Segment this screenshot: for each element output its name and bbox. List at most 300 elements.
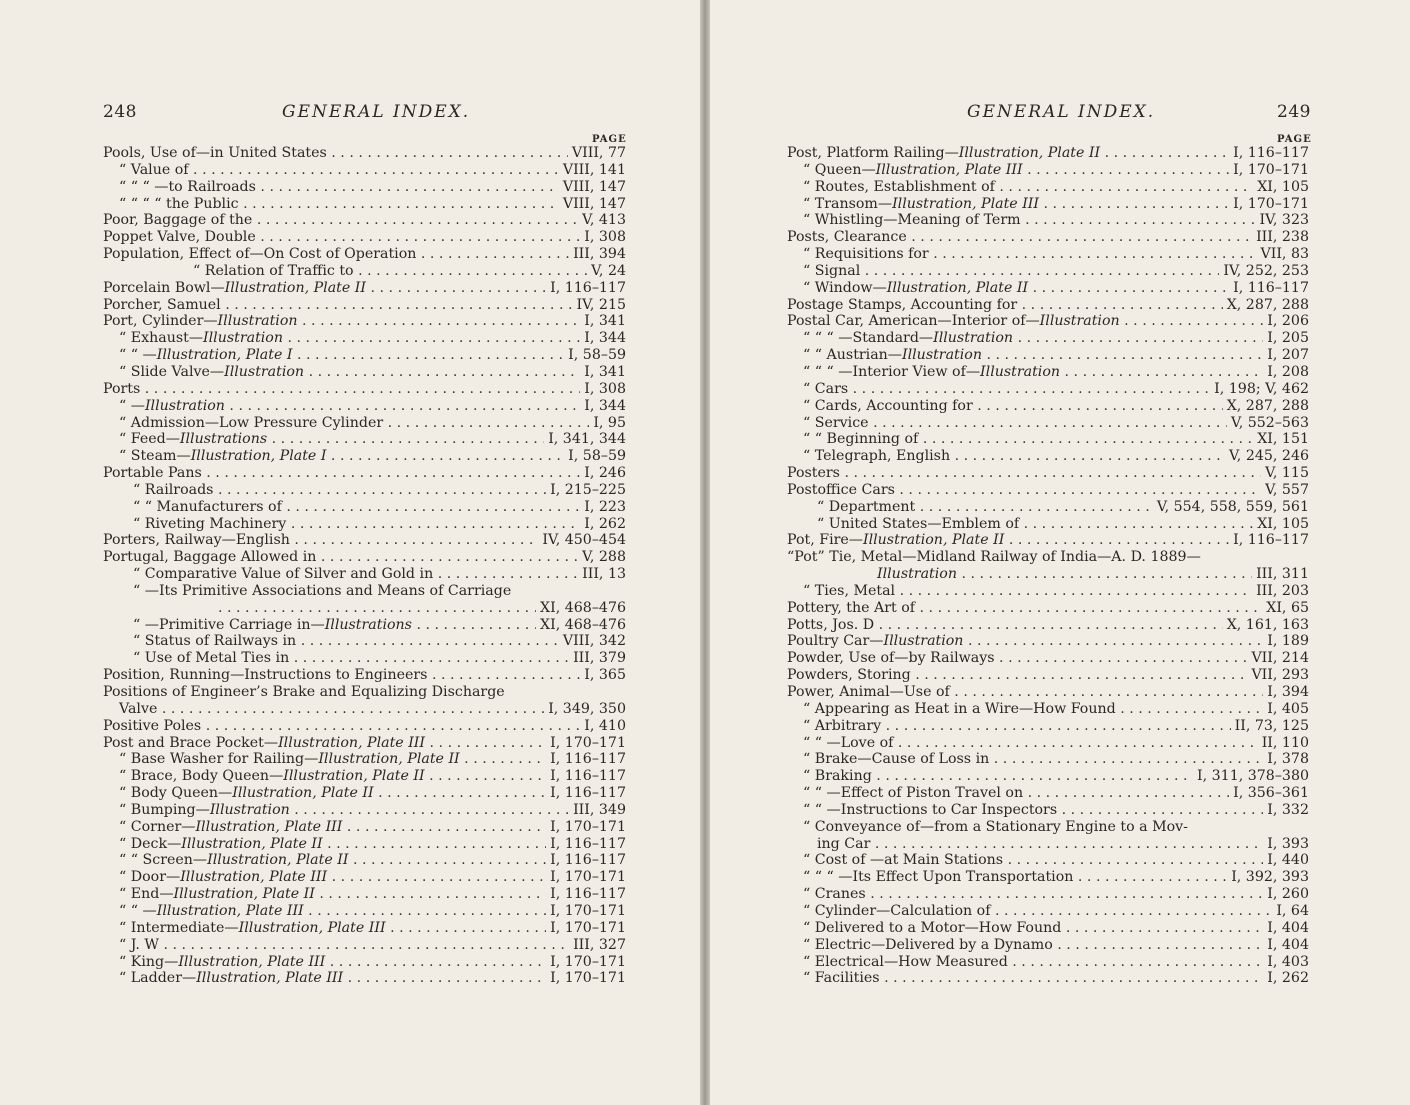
- right-page: [710, 0, 1410, 1105]
- entry-page-ref: I, 308: [580, 229, 626, 246]
- entry-page-ref: I, 405: [1263, 701, 1309, 718]
- index-entry: [103, 852, 626, 869]
- entry-text: [103, 684, 626, 701]
- entry-heading: “ Signal: [803, 262, 861, 279]
- index-entry: [103, 701, 626, 718]
- index-entry: [103, 819, 626, 836]
- entry-page-ref: I, 215–225: [546, 482, 626, 499]
- left-page: [0, 0, 700, 1105]
- entry-heading: ing Car: [817, 835, 871, 852]
- entry-page-ref: I, 344: [580, 398, 626, 415]
- entry-illustration-ref: Illustration, Plate III: [238, 919, 386, 936]
- index-entry: [787, 819, 1309, 836]
- index-entry: [787, 482, 1309, 499]
- entry-page-ref: V, 552–563: [1227, 415, 1309, 432]
- entry-text: [787, 465, 1309, 482]
- entry-page-ref: VIII, 147: [559, 196, 626, 213]
- entry-text: [787, 684, 1309, 701]
- index-entry: [103, 617, 626, 634]
- entry-heading: “ Comparative Value of Silver and Gold in: [133, 566, 434, 583]
- entry-text: [787, 836, 1309, 853]
- entry-text: [103, 246, 626, 263]
- index-entry-list: [787, 145, 1309, 987]
- entry-page-ref: I, 205: [1263, 330, 1309, 347]
- entry-heading: “ Base Washer for Railing—: [119, 751, 319, 768]
- index-entry: [103, 954, 626, 971]
- entry-heading: Poor, Baggage of the: [103, 212, 253, 229]
- entry-heading: “ “ —Instructions to Car Inspectors: [803, 801, 1058, 818]
- entry-heading: “ Queen—: [803, 161, 876, 178]
- index-entry: [103, 246, 626, 263]
- entry-page-ref: I, 116–117: [1229, 280, 1309, 297]
- index-entry: [103, 836, 626, 853]
- entry-page-ref: I, 349, 350: [544, 701, 626, 718]
- entry-heading: “ —: [119, 397, 145, 414]
- entry-text: [787, 886, 1309, 903]
- entry-text: [103, 347, 626, 364]
- entry-illustration-ref: Illustration, Plate I: [156, 347, 293, 364]
- index-entry: [787, 886, 1309, 903]
- entry-text: [787, 903, 1309, 920]
- entry-heading: “ Steam—: [119, 448, 191, 465]
- index-entry: [787, 263, 1309, 280]
- entry-page-ref: V, 245, 246: [1225, 448, 1309, 465]
- entry-heading: “ Transom—: [803, 195, 893, 212]
- entry-heading: “ “ —Effect of Piston Travel on: [803, 785, 1024, 802]
- entry-heading: “ Corner—: [119, 818, 196, 835]
- index-entry: [787, 448, 1309, 465]
- entry-illustration-ref: Illustration, Plate II: [224, 279, 366, 296]
- index-entry: [787, 297, 1309, 314]
- entry-heading: Posters: [787, 465, 840, 482]
- entry-heading: Postoffice Cars: [787, 481, 895, 498]
- index-entry: [103, 566, 626, 583]
- page-column-label: PAGE: [592, 134, 627, 145]
- entry-heading: Postage Stamps, Accounting for: [787, 296, 1018, 313]
- entry-illustration-ref: Illustrations: [324, 616, 412, 633]
- entry-text: [103, 499, 626, 516]
- entry-heading: Post and Brace Pocket—: [103, 734, 279, 751]
- entry-page-ref: I, 116–117: [546, 836, 626, 853]
- index-entry: [787, 347, 1309, 364]
- index-entry: [787, 313, 1309, 330]
- entry-text: [103, 162, 626, 179]
- entry-text: [103, 583, 626, 600]
- entry-heading: “ Slide Valve—: [119, 363, 225, 380]
- index-entry: [787, 398, 1309, 415]
- entry-page-ref: I, 341: [580, 364, 626, 381]
- entry-heading: Pottery, the Art of: [787, 599, 916, 616]
- entry-text: [103, 549, 626, 566]
- entry-page-ref: I, 116–117: [1229, 145, 1309, 162]
- entry-text: [103, 516, 626, 533]
- entry-heading: “ “ Beginning of: [803, 431, 919, 448]
- entry-page-ref: I, 170–171: [1229, 162, 1309, 179]
- entry-page-ref: XI, 65: [1262, 600, 1309, 617]
- entry-heading: “ Delivered to a Motor—How Found: [803, 919, 1062, 936]
- entry-heading: “ Electric—Delivered by a Dynamo: [803, 936, 1053, 953]
- entry-page-ref: V, 24: [587, 263, 626, 280]
- entry-text: [103, 381, 626, 398]
- index-entry: [103, 869, 626, 886]
- entry-heading: “ Railroads: [133, 481, 214, 498]
- book-gutter: [700, 0, 710, 1105]
- entry-page-ref: I, 260: [1263, 886, 1309, 903]
- index-entry: [103, 768, 626, 785]
- index-entry: [787, 650, 1309, 667]
- entry-page-ref: I, 116–117: [546, 280, 626, 297]
- entry-heading: “ Door—: [119, 869, 181, 886]
- entry-heading: Posts, Clearance: [787, 229, 907, 246]
- entry-page-ref: XI, 468–476: [536, 600, 626, 617]
- entry-heading: Power, Animal—Use of: [787, 684, 950, 700]
- index-entry: [103, 212, 626, 229]
- index-entry: [103, 398, 626, 415]
- entry-illustration-ref: Illustration, Plate III: [875, 161, 1023, 178]
- entry-heading: “ End—: [119, 886, 174, 903]
- entry-heading: Portugal, Baggage Allowed in: [103, 549, 317, 566]
- entry-illustration-ref: Illustration, Plate II: [283, 768, 425, 785]
- entry-heading: “ “ Manufacturers of: [133, 498, 282, 515]
- entry-heading: “ “ “ “ the Public: [119, 195, 239, 212]
- entry-page-ref: X, 287, 288: [1223, 297, 1309, 314]
- index-entry: [103, 330, 626, 347]
- index-entry: [103, 499, 626, 516]
- index-entry: [787, 633, 1309, 650]
- entry-page-ref: II, 110: [1258, 735, 1309, 752]
- entry-text: [103, 297, 626, 314]
- entry-page-ref: V, 557: [1261, 482, 1309, 499]
- entry-page-ref: I, 170–171: [1229, 196, 1309, 213]
- entry-heading: Postal Car, American—Interior of—: [787, 313, 1040, 330]
- index-entry: [787, 785, 1309, 802]
- index-entry: [103, 229, 626, 246]
- entry-page-ref: I, 356–361: [1229, 785, 1309, 802]
- entry-text: [787, 347, 1309, 364]
- index-entry: [787, 735, 1309, 752]
- page-number: 248: [103, 102, 137, 122]
- entry-illustration-ref: Illustration, Plate I: [190, 448, 327, 465]
- entry-page-ref: I, 116–117: [546, 852, 626, 869]
- index-entry: [103, 448, 626, 465]
- entry-heading: Porcher, Samuel: [103, 296, 221, 313]
- index-entry: [787, 549, 1309, 566]
- entry-heading: “ —Its Primitive Associations and Means of Carriage: [133, 582, 512, 599]
- entry-page-ref: V, 554, 558, 559, 561: [1153, 499, 1309, 516]
- entry-page-ref: I, 170–171: [546, 920, 626, 937]
- entry-page-ref: I, 308: [580, 381, 626, 398]
- entry-illustration-ref: Illustration, Plate II: [232, 785, 374, 802]
- entry-illustration-ref: Illustration, Plate II: [862, 532, 1005, 549]
- entry-heading: “ Riveting Machinery: [133, 515, 287, 532]
- index-entry: [103, 415, 626, 432]
- entry-illustration-ref: Illustration: [883, 633, 964, 650]
- entry-heading: “ Ladder—: [119, 970, 197, 987]
- entry-text: [103, 465, 626, 482]
- entry-page-ref: I, 223: [580, 499, 626, 516]
- index-entry: [787, 684, 1309, 701]
- index-entry: [103, 970, 626, 987]
- index-entry: [103, 263, 626, 280]
- entry-text: [103, 937, 626, 954]
- index-entry: [103, 633, 626, 650]
- entry-page-ref: I, 206: [1263, 313, 1309, 330]
- entry-heading: “ —Primitive Carriage in—: [133, 616, 325, 633]
- entry-text: [103, 633, 626, 650]
- index-entry: [787, 280, 1309, 297]
- entry-text: [103, 415, 626, 432]
- entry-page-ref: I, 170–171: [546, 970, 626, 987]
- index-entry: [103, 162, 626, 179]
- entry-heading: Position, Running—Instructions to Engineers: [103, 667, 428, 684]
- entry-illustration-ref: Illustration, Plate II: [181, 835, 323, 852]
- entry-text: [787, 970, 1309, 987]
- entry-page-ref: X, 287, 288: [1223, 398, 1309, 415]
- entry-heading: “ Body Queen—: [119, 785, 233, 802]
- entry-heading: Porcelain Bowl—: [103, 279, 225, 296]
- index-entry: [103, 937, 626, 954]
- index-entry: [787, 852, 1309, 869]
- index-entry: [103, 145, 626, 162]
- index-entry-list: [103, 145, 626, 987]
- entry-text: [787, 920, 1309, 937]
- entry-illustration-ref: Illustration, Plate II: [207, 852, 349, 869]
- entry-page-ref: VIII, 141: [559, 162, 626, 179]
- index-entry: [787, 381, 1309, 398]
- entry-heading: “ Cars: [803, 380, 849, 397]
- entry-heading: Poppet Valve, Double: [103, 229, 256, 246]
- index-entry: [787, 415, 1309, 432]
- entry-heading: “ Admission—Low Pressure Cylinder: [119, 414, 384, 431]
- entry-illustration-ref: Illustration, Plate II: [173, 886, 315, 903]
- index-entry: [787, 920, 1309, 937]
- entry-text: [787, 583, 1309, 600]
- entry-heading: Ports: [103, 380, 141, 397]
- entry-page-ref: II, 73, 125: [1231, 718, 1309, 735]
- entry-illustration-ref: Illustration: [877, 566, 957, 583]
- entry-illustration-ref: Illustration: [209, 801, 290, 818]
- index-entry: [103, 600, 626, 617]
- entry-page-ref: I, 64: [1272, 903, 1309, 920]
- entry-page-ref: IV, 252, 253: [1219, 263, 1309, 280]
- entry-page-ref: VII, 293: [1247, 667, 1309, 684]
- entry-page-ref: I, 393: [1263, 836, 1309, 853]
- index-entry: [103, 280, 626, 297]
- running-head: GENERAL INDEX.: [967, 102, 1156, 122]
- entry-heading: “ Cranes: [803, 886, 866, 903]
- entry-page-ref: VII, 214: [1247, 650, 1309, 667]
- entry-illustration-ref: Illustration, Plate III: [892, 195, 1040, 212]
- entry-page-ref: I, 365: [580, 667, 626, 684]
- index-entry: [787, 566, 1309, 583]
- entry-text: [103, 330, 626, 347]
- entry-heading: “ “ —: [119, 347, 157, 364]
- entry-text: [787, 549, 1309, 566]
- entry-text: [787, 954, 1309, 971]
- entry-text: [103, 179, 626, 196]
- index-entry: [103, 549, 626, 566]
- entry-illustration-ref: Illustration: [902, 347, 982, 364]
- entry-page-ref: VIII, 342: [559, 633, 626, 650]
- entry-text: [787, 937, 1309, 954]
- entry-heading: Population, Effect of—On Cost of Operation: [103, 246, 417, 263]
- entry-page-ref: I, 170–171: [546, 819, 626, 836]
- entry-heading: Poultry Car—: [787, 633, 884, 650]
- entry-illustration-ref: Illustration: [224, 363, 305, 380]
- entry-page-ref: I, 170–171: [546, 954, 626, 971]
- entry-text: [787, 482, 1309, 499]
- entry-page-ref: XI, 105: [1253, 179, 1309, 196]
- entry-page-ref: I, 116–117: [546, 886, 626, 903]
- entry-heading: Positions of Engineer’s Brake and Equalizing Discharge: [103, 684, 505, 700]
- entry-illustration-ref: Illustration, Plate III: [196, 970, 344, 987]
- entry-heading: Porters, Railway—English: [103, 532, 290, 549]
- entry-heading: “ Ties, Metal: [803, 582, 896, 599]
- entry-page-ref: I, 404: [1263, 920, 1309, 937]
- entry-text: [787, 431, 1309, 448]
- entry-page-ref: I, 404: [1263, 937, 1309, 954]
- entry-page-ref: I, 116–117: [546, 785, 626, 802]
- entry-page-ref: I, 207: [1263, 347, 1309, 364]
- index-entry: [103, 381, 626, 398]
- index-entry: [787, 465, 1309, 482]
- index-entry: [787, 196, 1309, 213]
- index-entry: [103, 297, 626, 314]
- entry-illustration-ref: Illustration: [980, 363, 1061, 380]
- index-entry: [103, 802, 626, 819]
- entry-heading: “ Service: [803, 414, 869, 431]
- entry-page-ref: I, 262: [1263, 970, 1309, 987]
- index-entry: [103, 684, 626, 701]
- entry-page-ref: I, 332: [1263, 802, 1309, 819]
- entry-page-ref: I, 58–59: [564, 448, 626, 465]
- entry-page-ref: III, 203: [1252, 583, 1309, 600]
- index-entry: [103, 667, 626, 684]
- entry-page-ref: I, 170–171: [546, 903, 626, 920]
- index-entry: [787, 617, 1309, 634]
- index-entry: [103, 886, 626, 903]
- index-entry: [103, 532, 626, 549]
- entry-heading: Pools, Use of—in United States: [103, 145, 327, 161]
- entry-page-ref: III, 379: [569, 650, 626, 667]
- index-entry: [103, 650, 626, 667]
- index-entry: [787, 667, 1309, 684]
- entry-page-ref: VIII, 147: [559, 179, 626, 196]
- entry-page-ref: I, 262: [580, 516, 626, 533]
- entry-heading: “ Conveyance of—from a Stationary Engine to a Mov-: [803, 818, 1188, 835]
- entry-text: [787, 246, 1309, 263]
- entry-page-ref: V, 288: [578, 549, 626, 566]
- entry-text: [103, 145, 626, 162]
- index-entry: [103, 583, 626, 600]
- index-entry: [787, 903, 1309, 920]
- entry-text: [103, 398, 626, 415]
- index-entry: [787, 970, 1309, 987]
- entry-page-ref: VIII, 77: [568, 145, 626, 162]
- entry-page-ref: XI, 151: [1253, 431, 1309, 448]
- entry-page-ref: I, 440: [1263, 852, 1309, 869]
- index-entry: [103, 313, 626, 330]
- entry-text: [103, 667, 626, 684]
- entry-heading: “ “ “ —to Railroads: [119, 178, 256, 195]
- index-entry: [103, 735, 626, 752]
- entry-text: [103, 448, 626, 465]
- entry-heading: “ “ —: [119, 902, 157, 919]
- entry-text: [787, 819, 1309, 836]
- index-entry: [103, 785, 626, 802]
- entry-page-ref: I, 58–59: [564, 347, 626, 364]
- entry-heading: Post, Platform Railing—: [787, 145, 959, 161]
- entry-illustration-ref: Illustration: [933, 330, 1014, 347]
- entry-heading: “ Brace, Body Queen—: [119, 768, 284, 785]
- entry-page-ref: I, 170–171: [546, 735, 626, 752]
- entry-text: [787, 852, 1309, 869]
- index-entry: [787, 701, 1309, 718]
- entry-page-ref: VII, 83: [1256, 246, 1309, 263]
- entry-page-ref: III, 349: [569, 802, 626, 819]
- index-entry: [787, 212, 1309, 229]
- entry-text: [787, 212, 1309, 229]
- entry-heading: “ Telegraph, English: [803, 448, 951, 465]
- entry-illustration-ref: Illustration, Plate II: [318, 751, 460, 768]
- index-entry: [787, 145, 1309, 162]
- entry-heading: Powders, Storing: [787, 667, 911, 684]
- index-entry: [103, 903, 626, 920]
- index-entry: [787, 330, 1309, 347]
- entry-page-ref: I, 246: [580, 465, 626, 482]
- entry-text: [787, 600, 1309, 617]
- entry-illustration-ref: Illustration: [144, 397, 225, 414]
- entry-illustration-ref: Illustration, Plate III: [180, 869, 328, 886]
- index-entry: [787, 583, 1309, 600]
- entry-illustration-ref: Illustration: [217, 313, 298, 330]
- entry-page-ref: V, 413: [578, 212, 626, 229]
- entry-heading: “ Bumping—: [119, 801, 210, 818]
- index-entry: [103, 718, 626, 735]
- index-entry: [103, 751, 626, 768]
- entry-heading: “ Window—: [803, 279, 887, 296]
- entry-heading: Positive Poles: [103, 717, 202, 734]
- entry-page-ref: I, 403: [1263, 954, 1309, 971]
- entry-page-ref: X, 161, 163: [1223, 617, 1309, 634]
- entry-text: [103, 650, 626, 667]
- entry-page-ref: XI, 468–476: [536, 617, 626, 634]
- entry-heading: “ Braking: [803, 768, 872, 785]
- entry-text: [787, 633, 1309, 650]
- entry-page-ref: III, 394: [569, 246, 626, 263]
- index-entry: [787, 499, 1309, 516]
- entry-heading: “ Value of: [119, 161, 189, 178]
- entry-heading: Potts, Jos. D: [787, 616, 875, 633]
- entry-text: [787, 566, 1309, 583]
- entry-heading: “ Cards, Accounting for: [803, 397, 973, 414]
- entry-illustration-ref: Illustration, Plate III: [156, 902, 304, 919]
- entry-heading: “ Arbitrary: [803, 717, 882, 734]
- entry-page-ref: V, 115: [1261, 465, 1309, 482]
- index-entry: [787, 869, 1309, 886]
- entry-heading: “ J. W: [119, 936, 159, 953]
- entry-illustration-ref: Illustration: [203, 330, 283, 347]
- running-head: GENERAL INDEX.: [282, 102, 471, 122]
- entry-page-ref: III, 13: [578, 566, 626, 583]
- entry-heading: “ Routes, Establishment of: [803, 178, 995, 195]
- entry-heading: “ Electrical—How Measured: [803, 953, 1008, 970]
- entry-page-ref: I, 392, 393: [1227, 869, 1309, 886]
- entry-page-ref: I, 116–117: [1229, 532, 1309, 549]
- entry-text: [787, 516, 1309, 533]
- entry-illustration-ref: Illustration, Plate III: [195, 818, 343, 835]
- entry-page-ref: I, 341, 344: [544, 431, 626, 448]
